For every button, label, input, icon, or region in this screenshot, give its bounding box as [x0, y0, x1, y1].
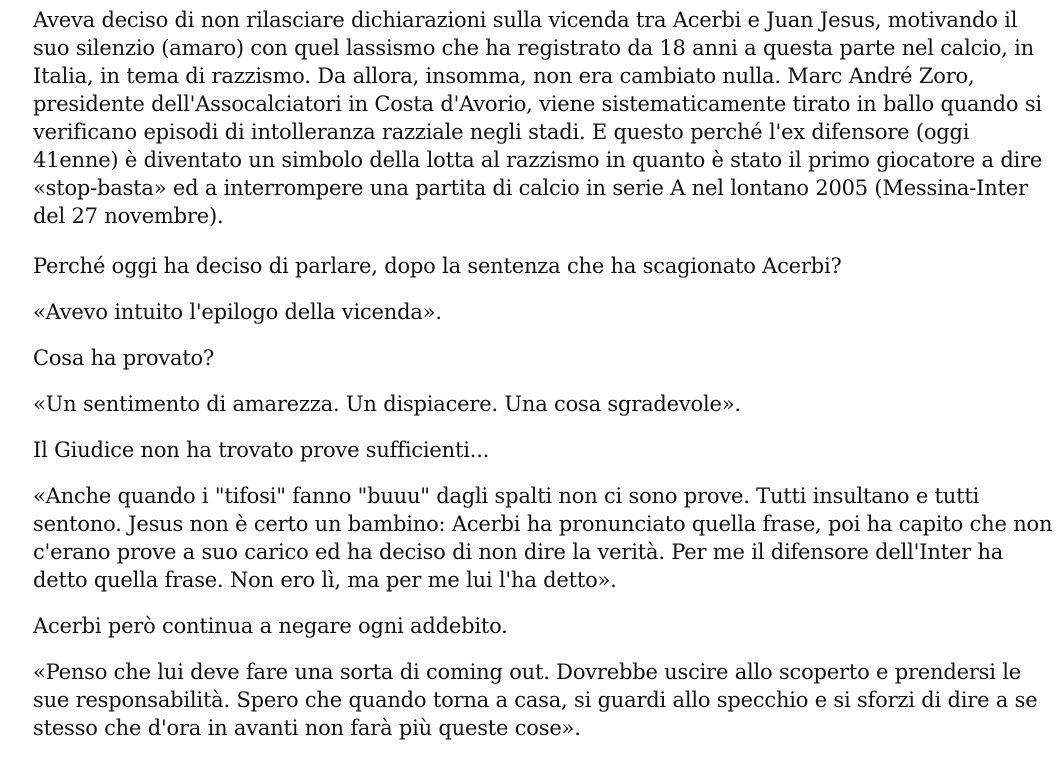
interview-question: Acerbi però continua a negare ogni addebito.	[33, 614, 508, 638]
interview-answer: «Avevo intuito l'epilogo della vicenda».	[33, 300, 442, 324]
interview-question: Cosa ha provato?	[33, 346, 215, 370]
interview-answer: «Anche quando i "tifosi" fanno "buuu" dagli spalti non ci sono prove. Tutti insultano e tutti sentono. Jesus non è certo un bambino: Acerbi ha pronunciato quella frase, poi ha capito che non c'erano prove a suo carico ed ha deciso di non dire la verità. Per me il difensore dell'Inter ha detto quella frase. Non ero lì, ma per me lui l'ha detto».	[33, 484, 1053, 592]
interview-question: Il Giudice non ha trovato prove sufficienti...	[33, 438, 490, 462]
article-body	[33, 0, 1053, 760]
interview-question: Perché oggi ha deciso di parlare, dopo la sentenza che ha scagionato Acerbi?	[33, 254, 842, 278]
article-paragraph-intro: Aveva deciso di non rilasciare dichiarazioni sulla vicenda tra Acerbi e Juan Jesus, motivando il suo silenzio (amaro) con quel lassismo che ha registrato da 18 anni a questa parte nel calcio, in Italia, in tema di razzismo. Da allora, insomma, non era cambiato nulla. Marc André Zoro, presidente dell'Assocalciatori in Costa d'Avorio, viene sistematicamente tirato in ballo quando si verificano episodi di intolleranza razziale negli stadi. E questo perché l'ex difensore (oggi 41enne) è diventato un simbolo della lotta al razzismo in quanto è stato il primo giocatore a dire «stop-basta» ed a interrompere una partita di calcio in serie A nel lontano 2005 (Messina-Inter del 27 novembre).	[33, 8, 1043, 228]
interview-answer: «Penso che lui deve fare una sorta di coming out. Dovrebbe uscire allo scoperto e prendersi le sue responsabilità. Spero che quando torna a casa, si guardi allo specchio e si sforzi di dire a se stesso che d'ora in avanti non farà più queste cose».	[33, 660, 1038, 740]
interview-answer: «Un sentimento di amarezza. Un dispiacere. Una cosa sgradevole».	[33, 392, 741, 416]
